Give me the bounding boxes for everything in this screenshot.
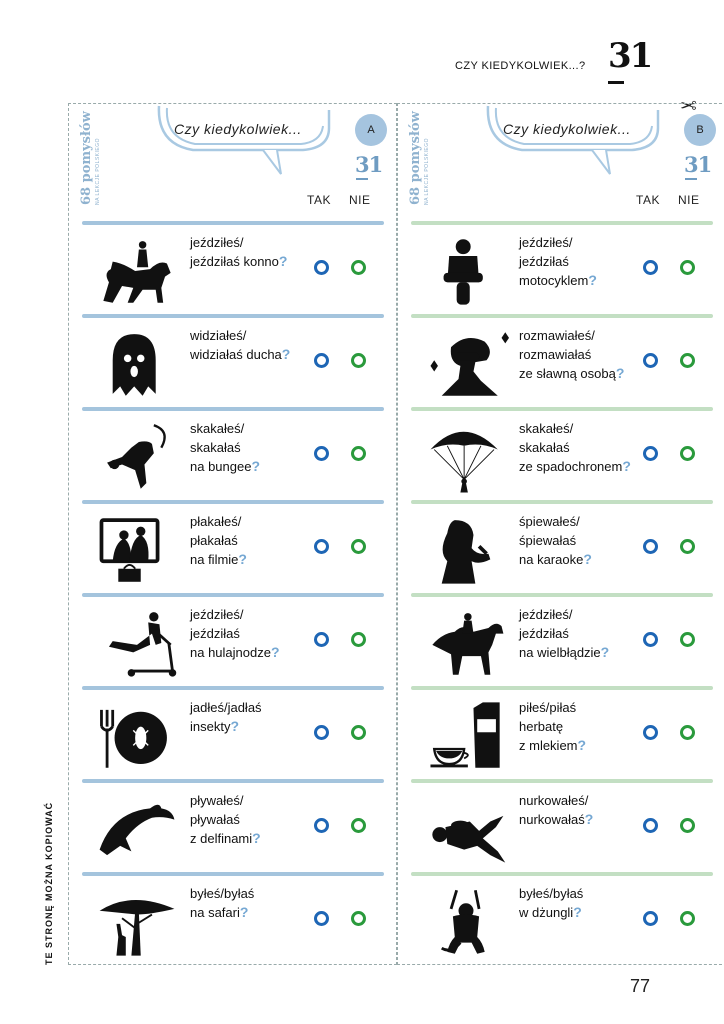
question-row bbox=[411, 779, 713, 872]
tak-option-circle[interactable] bbox=[314, 446, 329, 461]
column-tak: TAK bbox=[307, 193, 331, 207]
logo bbox=[79, 110, 105, 210]
question-text bbox=[190, 326, 310, 364]
row-divider bbox=[82, 779, 384, 783]
card-number: 31 bbox=[684, 152, 712, 177]
column-nie: NIE bbox=[349, 193, 371, 207]
item-text-line: jeździłeś/ bbox=[190, 607, 244, 622]
card-number-underline bbox=[685, 178, 697, 180]
card-number: 31 bbox=[355, 152, 383, 177]
card-a bbox=[68, 103, 397, 965]
item-text-line: widziałeś/ bbox=[190, 328, 247, 343]
item-text-line: śpiewałeś/ bbox=[519, 514, 580, 529]
parachute-icon bbox=[423, 419, 509, 495]
dolphin-icon bbox=[94, 791, 180, 867]
question-mark: ? bbox=[600, 644, 610, 660]
row-divider bbox=[411, 779, 713, 783]
header-number: 31 bbox=[608, 36, 652, 76]
item-text-line: ze spadochronem bbox=[519, 459, 623, 474]
item-text-line: w dżungli bbox=[519, 905, 574, 920]
logo-subtitle: NA LEKCJE POLSKIEGO bbox=[95, 137, 101, 205]
celebrity-icon bbox=[423, 326, 509, 402]
question-text bbox=[519, 884, 639, 922]
question-row bbox=[82, 221, 384, 314]
row-divider bbox=[82, 500, 384, 504]
side-note: TE STRONĘ MOŻNA KOPIOWAĆ bbox=[44, 801, 54, 965]
row-divider bbox=[82, 314, 384, 318]
item-text-line: na bungee bbox=[190, 459, 252, 474]
question-text bbox=[519, 791, 639, 829]
item-text-line: na safari bbox=[190, 905, 240, 920]
item-text-line: jeździłaś konno bbox=[190, 254, 279, 269]
row-divider bbox=[82, 593, 384, 597]
item-text-line: jadłeś/jadłaś bbox=[190, 700, 262, 715]
item-text-line: byłeś/byłaś bbox=[519, 886, 584, 901]
bubble-question: Czy kiedykolwiek... bbox=[503, 121, 631, 137]
question-text bbox=[519, 698, 639, 755]
question-text bbox=[190, 791, 310, 848]
logo bbox=[408, 110, 434, 210]
item-text-line: nurkowałeś/ bbox=[519, 793, 589, 808]
movie-couple-icon bbox=[94, 512, 180, 588]
question-row bbox=[411, 593, 713, 686]
card-number-underline bbox=[356, 178, 368, 180]
question-row bbox=[82, 500, 384, 593]
tak-option-circle[interactable] bbox=[643, 911, 658, 926]
safari-tree-icon bbox=[94, 884, 180, 960]
diver-icon bbox=[423, 791, 509, 867]
tak-option-circle[interactable] bbox=[314, 725, 329, 740]
tea-milk-icon bbox=[423, 698, 509, 774]
tak-option-circle[interactable] bbox=[643, 725, 658, 740]
singer-icon bbox=[423, 512, 509, 588]
tak-option-circle[interactable] bbox=[643, 818, 658, 833]
item-text-line: skakałaś bbox=[190, 440, 241, 455]
monkey-icon bbox=[423, 884, 509, 960]
item-text-line: widziałaś ducha bbox=[190, 347, 282, 362]
tak-option-circle[interactable] bbox=[314, 353, 329, 368]
question-mark: ? bbox=[252, 830, 261, 846]
item-text-line: pływałaś bbox=[190, 812, 240, 827]
item-text-line: śpiewałaś bbox=[519, 533, 577, 548]
speech-bubble-icon bbox=[482, 102, 662, 177]
question-mark: ? bbox=[238, 551, 247, 567]
row-divider bbox=[82, 407, 384, 411]
question-row bbox=[82, 407, 384, 500]
nie-option-circle[interactable] bbox=[351, 260, 366, 275]
row-divider bbox=[411, 593, 713, 597]
tak-option-circle[interactable] bbox=[314, 539, 329, 554]
question-mark: ? bbox=[251, 458, 261, 474]
header-title: CZY KIEDYKOLWIEK...? bbox=[455, 60, 586, 72]
nie-option-circle[interactable] bbox=[680, 446, 695, 461]
question-mark: ? bbox=[584, 811, 594, 827]
question-text bbox=[190, 419, 310, 476]
question-row bbox=[82, 779, 384, 872]
tak-option-circle[interactable] bbox=[643, 446, 658, 461]
motorcyclist-icon bbox=[423, 233, 509, 309]
item-text-line: rozmawiałaś bbox=[519, 347, 592, 362]
insect-plate-icon bbox=[94, 698, 180, 774]
card-b bbox=[397, 103, 724, 965]
nie-option-circle[interactable] bbox=[680, 818, 695, 833]
version-badge: A bbox=[355, 114, 387, 146]
nie-option-circle[interactable] bbox=[351, 725, 366, 740]
question-row bbox=[82, 593, 384, 686]
logo-subtitle: NA LEKCJE POLSKIEGO bbox=[424, 137, 430, 205]
item-text-line: piłeś/piłaś bbox=[519, 700, 577, 715]
row-divider bbox=[82, 872, 384, 876]
row-divider bbox=[411, 407, 713, 411]
question-text bbox=[519, 512, 639, 569]
nie-option-circle[interactable] bbox=[351, 539, 366, 554]
item-text-line: herbatę bbox=[519, 719, 564, 734]
question-mark: ? bbox=[230, 718, 240, 734]
question-mark: ? bbox=[239, 904, 249, 920]
question-row bbox=[82, 314, 384, 407]
question-text bbox=[519, 326, 639, 383]
logo-text: 68 pomysłów bbox=[79, 111, 94, 205]
item-text-line: byłeś/byłaś bbox=[190, 886, 255, 901]
item-text-line: jeździłaś bbox=[519, 626, 569, 641]
question-row bbox=[411, 407, 713, 500]
item-text-line: na wielbłądzie bbox=[519, 645, 601, 660]
speech-bubble-icon bbox=[153, 102, 333, 177]
nie-option-circle[interactable] bbox=[351, 632, 366, 647]
question-mark: ? bbox=[588, 272, 597, 288]
row-divider bbox=[411, 221, 713, 225]
question-mark: ? bbox=[278, 253, 288, 269]
bungee-jumper-icon bbox=[94, 419, 180, 495]
item-text-line: nurkowałaś bbox=[519, 812, 585, 827]
page-number: 77 bbox=[630, 976, 651, 996]
camel-rider-icon bbox=[423, 605, 509, 681]
question-text bbox=[190, 698, 310, 736]
item-text-line: jeździłeś/ bbox=[519, 607, 573, 622]
header-number-underline bbox=[608, 81, 624, 84]
question-row bbox=[411, 314, 713, 407]
item-text-line: z delfinami bbox=[190, 831, 253, 846]
question-mark: ? bbox=[615, 365, 625, 381]
row-divider bbox=[411, 872, 713, 876]
column-nie: NIE bbox=[678, 193, 700, 207]
nie-option-circle[interactable] bbox=[680, 725, 695, 740]
item-text-line: insekty bbox=[190, 719, 231, 734]
question-row bbox=[411, 500, 713, 593]
version-badge: B bbox=[684, 114, 716, 146]
nie-option-circle[interactable] bbox=[680, 911, 695, 926]
tak-option-circle[interactable] bbox=[643, 632, 658, 647]
item-text-line: jeździłeś/ bbox=[190, 235, 244, 250]
item-text-line: na karaoke bbox=[519, 552, 584, 567]
question-text bbox=[519, 605, 639, 662]
nie-option-circle[interactable] bbox=[351, 446, 366, 461]
item-text-line: jeździłeś/ bbox=[519, 235, 573, 250]
item-text-line: skakałaś bbox=[519, 440, 570, 455]
row-divider bbox=[82, 221, 384, 225]
nie-option-circle[interactable] bbox=[680, 632, 695, 647]
row-divider bbox=[82, 686, 384, 690]
question-row bbox=[82, 686, 384, 779]
question-text bbox=[519, 419, 639, 476]
tak-option-circle[interactable] bbox=[314, 818, 329, 833]
row-divider bbox=[411, 500, 713, 504]
row-divider bbox=[411, 686, 713, 690]
tak-option-circle[interactable] bbox=[643, 539, 658, 554]
nie-option-circle[interactable] bbox=[680, 539, 695, 554]
item-text-line: na filmie bbox=[190, 552, 239, 567]
tak-option-circle[interactable] bbox=[643, 260, 658, 275]
question-text bbox=[190, 233, 310, 271]
item-text-line: skakałeś/ bbox=[519, 421, 574, 436]
horse-rider-icon bbox=[94, 233, 180, 309]
column-tak: TAK bbox=[636, 193, 660, 207]
nie-option-circle[interactable] bbox=[351, 818, 366, 833]
item-text-line: pływałeś/ bbox=[190, 793, 244, 808]
item-text-line: z mlekiem bbox=[519, 738, 578, 753]
question-mark: ? bbox=[573, 904, 582, 920]
logo-text: 68 pomysłów bbox=[408, 111, 423, 205]
item-text-line: skakałeś/ bbox=[190, 421, 245, 436]
item-text-line: rozmawiałeś/ bbox=[519, 328, 595, 343]
item-text-line: jeździłaś bbox=[519, 254, 569, 269]
question-row bbox=[411, 872, 713, 965]
tak-option-circle[interactable] bbox=[314, 260, 329, 275]
nie-option-circle[interactable] bbox=[351, 353, 366, 368]
tak-option-circle[interactable] bbox=[314, 632, 329, 647]
scooter-rider-icon bbox=[94, 605, 180, 681]
question-mark: ? bbox=[577, 737, 587, 753]
question-row bbox=[411, 221, 713, 314]
nie-option-circle[interactable] bbox=[351, 911, 366, 926]
item-text-line: ze sławną osobą bbox=[519, 366, 616, 381]
row-divider bbox=[411, 314, 713, 318]
question-row bbox=[411, 686, 713, 779]
question-text bbox=[190, 512, 310, 569]
item-text-line: jeździłaś bbox=[190, 626, 240, 641]
question-text bbox=[190, 605, 310, 662]
item-text-line: na hulajnodze bbox=[190, 645, 271, 660]
nie-option-circle[interactable] bbox=[680, 260, 695, 275]
question-row bbox=[82, 872, 384, 965]
tak-option-circle[interactable] bbox=[314, 911, 329, 926]
scissors-icon: ✂ bbox=[680, 93, 697, 115]
question-mark: ? bbox=[622, 458, 631, 474]
question-mark: ? bbox=[281, 346, 291, 362]
question-text bbox=[190, 884, 310, 922]
tak-option-circle[interactable] bbox=[643, 353, 658, 368]
question-mark: ? bbox=[583, 551, 592, 567]
nie-option-circle[interactable] bbox=[680, 353, 695, 368]
question-mark: ? bbox=[270, 644, 280, 660]
bubble-question: Czy kiedykolwiek... bbox=[174, 121, 302, 137]
question-text bbox=[519, 233, 639, 290]
ghost-icon bbox=[94, 326, 180, 402]
item-text-line: płakałaś bbox=[190, 533, 238, 548]
item-text-line: płakałeś/ bbox=[190, 514, 242, 529]
item-text-line: motocyklem bbox=[519, 273, 589, 288]
